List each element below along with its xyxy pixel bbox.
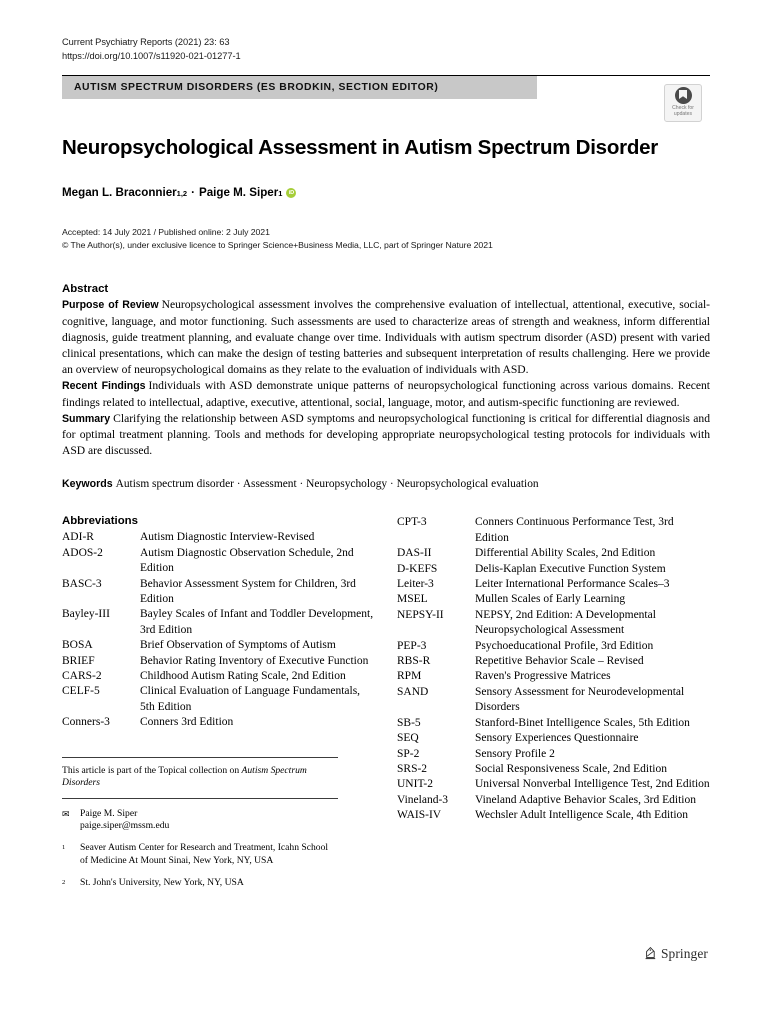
page-title: Neuropsychological Assessment in Autism Spectrum Disorder bbox=[62, 136, 658, 160]
abbreviation-definition: Childhood Autism Rating Scale, 2nd Edition bbox=[140, 670, 346, 683]
abbreviation-row bbox=[397, 515, 710, 546]
author-name-1: Megan L. Braconnier bbox=[62, 186, 177, 200]
abbreviation-term: BRIEF bbox=[62, 654, 95, 667]
abbreviation-term: Leiter-3 bbox=[397, 578, 434, 591]
abbreviation-definition: Conners Continuous Performance Test, 3rd Edition bbox=[475, 516, 674, 544]
abstract-label-purpose: Purpose of Review bbox=[62, 299, 159, 312]
abbreviation-row bbox=[397, 592, 710, 607]
abbreviation-term: MSEL bbox=[397, 593, 428, 606]
corresponding-author-email[interactable]: paige.siper@mssm.edu bbox=[80, 820, 170, 832]
abbreviation-term: SRS-2 bbox=[397, 762, 428, 775]
author-list bbox=[62, 186, 710, 199]
abbreviation-term: WAIS-IV bbox=[397, 809, 442, 822]
abbreviation-definition: Delis-Kaplan Executive Function System bbox=[475, 562, 666, 575]
abstract-recent-findings bbox=[62, 378, 710, 410]
page-content bbox=[62, 36, 710, 890]
abbreviation-term: ADI-R bbox=[62, 531, 94, 544]
keywords-line bbox=[62, 476, 710, 492]
affiliation-marker-2: 2 bbox=[62, 878, 66, 886]
abbreviation-row bbox=[397, 669, 710, 684]
abbreviation-row bbox=[397, 731, 710, 746]
abbreviation-row bbox=[62, 669, 375, 684]
abbreviations-right-column bbox=[397, 515, 710, 889]
abbreviation-term: SEQ bbox=[397, 732, 419, 745]
topical-prefix: This article is part of the Topical collection on bbox=[62, 764, 242, 776]
abbreviation-term: CPT-3 bbox=[397, 516, 427, 529]
affiliation-marker-1: 1 bbox=[62, 844, 66, 852]
abbreviation-term: ADOS-2 bbox=[62, 546, 103, 559]
envelope-icon: ✉ bbox=[62, 808, 70, 819]
abbreviation-term: UNIT-2 bbox=[397, 778, 433, 791]
abbreviations-list-right bbox=[397, 515, 710, 823]
abbreviation-term: SAND bbox=[397, 685, 429, 698]
journal-doi[interactable]: https://doi.org/10.1007/s11920-021-01277-1 bbox=[62, 50, 241, 61]
abbreviation-term: BOSA bbox=[62, 639, 93, 652]
abbreviation-row bbox=[62, 654, 375, 669]
abstract-label-findings: Recent Findings bbox=[62, 380, 146, 393]
abbreviation-term: RPM bbox=[397, 670, 422, 683]
accepted-published-line: Accepted: 14 July 2021 / Published online: 2 July 2021 bbox=[62, 227, 270, 238]
abbreviation-row bbox=[62, 715, 375, 730]
abbreviation-term: Bayley-III bbox=[62, 608, 110, 621]
journal-reference bbox=[62, 36, 710, 63]
author-separator: · bbox=[191, 186, 195, 200]
affiliation-text-1: Seaver Autism Center for Research and Treatment, Icahn School of Medicine At Mount Sinai, New York, NY, USA bbox=[80, 842, 329, 866]
abbreviation-definition: Conners 3rd Edition bbox=[140, 716, 234, 729]
topical-collection-note bbox=[62, 765, 338, 790]
abbreviation-term: Conners-3 bbox=[62, 716, 110, 729]
abbreviation-row bbox=[62, 684, 375, 715]
abbreviations-heading: Abbreviations bbox=[62, 515, 138, 528]
author-affiliation-marker-1: 1,2 bbox=[176, 189, 188, 199]
abbreviation-row bbox=[62, 530, 375, 545]
copyright-line: © The Author(s), under exclusive licence to Springer Science+Business Media, LLC, part of Springer Nature 2021 bbox=[62, 240, 493, 251]
springer-knight-icon bbox=[644, 947, 657, 961]
keywords-label: Keywords bbox=[62, 478, 113, 491]
abbreviation-definition: Social Responsiveness Scale, 2nd Edition bbox=[475, 762, 667, 775]
abbreviation-row bbox=[397, 793, 710, 808]
abbreviation-row bbox=[397, 685, 710, 716]
abbreviation-term: SP-2 bbox=[397, 747, 420, 760]
affiliation-1 bbox=[62, 842, 338, 868]
abbreviation-definition: Wechsler Adult Intelligence Scale, 4th Edition bbox=[475, 809, 689, 822]
abbreviation-definition: Stanford-Binet Intelligence Scales, 5th Edition bbox=[475, 716, 690, 729]
publication-dates bbox=[62, 226, 710, 252]
abbreviation-definition: Behavior Assessment System for Children, 3rd Edition bbox=[140, 577, 356, 606]
abstract-summary bbox=[62, 411, 710, 460]
abbreviation-row bbox=[397, 577, 710, 592]
abbreviation-row bbox=[62, 607, 375, 638]
abbreviation-term: BASC-3 bbox=[62, 577, 102, 590]
abbreviation-definition: Sensory Assessment for Neurodevelopmental Disorders bbox=[475, 685, 685, 714]
springer-wordmark: Springer bbox=[661, 946, 708, 961]
abbreviation-definition: Sensory Experiences Questionnaire bbox=[475, 732, 639, 745]
abbreviation-definition: Clinical Evaluation of Language Fundamentals, 5th Edition bbox=[140, 685, 361, 713]
abbreviation-term: DAS-II bbox=[397, 547, 432, 560]
abbreviation-term: RBS-R bbox=[397, 655, 431, 668]
abbreviation-definition: Raven's Progressive Matrices bbox=[475, 670, 611, 683]
abbreviation-definition: Autism Diagnostic Observation Schedule, 2nd Edition bbox=[140, 546, 354, 575]
section-editor-label: AUTISM SPECTRUM DISORDERS (ES BRODKIN, SECTION EDITOR) bbox=[74, 82, 439, 94]
section-editor-bar bbox=[62, 76, 537, 99]
abbreviation-definition: Bayley Scales of Infant and Toddler Development, 3rd Edition bbox=[140, 608, 374, 636]
abstract-purpose-of-review bbox=[62, 297, 710, 378]
abbreviation-definition: Vineland Adaptive Behavior Scales, 3rd Edition bbox=[475, 793, 696, 806]
abbreviation-term: CELF-5 bbox=[62, 685, 100, 698]
journal-citation: Current Psychiatry Reports (2021) 23: 63 bbox=[62, 37, 230, 47]
abbreviation-definition: Sensory Profile 2 bbox=[475, 747, 555, 760]
crossmark-label-line2: updates bbox=[673, 111, 693, 118]
abbreviations-left-column bbox=[62, 515, 375, 889]
orcid-icon[interactable] bbox=[286, 188, 296, 198]
abbreviation-term: PEP-3 bbox=[397, 639, 427, 652]
abstract-text-purpose: Neuropsychological assessment involves the comprehensive evaluation of intellectual, attentional, executive, social-cognitive, language, and motor functioning. Such assessments are used to characterize areas of strength and weakness, inform differential diagnosis, guide treatment planning, and evaluate change over time. Individuals with autism spectrum disorder (ASD) present with varied clinical presentations, which can make the design of testing batteries and subsequent interpretation of results challenging. Here we provide an overview of neuropsychological domains as they relate to the evaluation of individuals with ASD. bbox=[62, 298, 710, 377]
affiliation-2 bbox=[62, 877, 338, 890]
author-name-2: Paige M. Siper bbox=[198, 186, 279, 200]
abbreviation-row bbox=[397, 762, 710, 777]
abbreviation-definition: NEPSY, 2nd Edition: A Developmental Neuropsychological Assessment bbox=[475, 608, 656, 637]
abstract-heading: Abstract bbox=[62, 283, 109, 296]
topical-collection-name: Autism Spectrum Disorders bbox=[62, 764, 307, 789]
abbreviation-definition: Brief Observation of Symptoms of Autism bbox=[140, 639, 336, 652]
abstract-text-findings: Individuals with ASD demonstrate unique patterns of neuropsychological functioning across various domains. Recent findings related to intellectual, adaptive, executive, attentional, social, language, motor, and autism-specific functioning are reviewed. bbox=[62, 379, 710, 409]
abbreviation-term: NEPSY-II bbox=[397, 608, 444, 621]
abbreviation-term: D-KEFS bbox=[397, 562, 438, 575]
abbreviation-row bbox=[62, 638, 375, 653]
footnotes-block bbox=[62, 757, 338, 890]
abbreviation-term: Vineland-3 bbox=[397, 793, 449, 806]
abbreviation-row bbox=[397, 716, 710, 731]
abbreviation-definition: Leiter International Performance Scales–3 bbox=[475, 578, 670, 591]
abbreviation-definition: Differential Ability Scales, 2nd Edition bbox=[475, 547, 656, 560]
abbreviation-row bbox=[397, 608, 710, 639]
abbreviations-columns bbox=[62, 515, 710, 889]
abbreviation-row bbox=[397, 654, 710, 669]
abbreviation-term: SB-5 bbox=[397, 716, 421, 729]
abbreviation-definition: Mullen Scales of Early Learning bbox=[475, 593, 626, 606]
abbreviation-row bbox=[397, 777, 710, 792]
corresponding-author-block bbox=[62, 808, 338, 834]
affiliation-text-2: St. John's University, New York, NY, USA bbox=[80, 876, 244, 888]
abstract-text-summary: Clarifying the relationship between ASD symptoms and neuropsychological functioning is critical for differential diagnosis and for optimal treatment planning. Tools and methods for developing appropriate neuropsychological testing protocols for individuals with ASD are discussed. bbox=[62, 411, 710, 458]
abbreviation-row bbox=[62, 577, 375, 608]
abbreviation-row bbox=[397, 808, 710, 823]
abbreviations-list-left bbox=[62, 530, 375, 730]
abbreviation-row bbox=[62, 546, 375, 577]
abstract-label-summary: Summary bbox=[62, 412, 111, 425]
keywords-values: Autism spectrum disorder · Assessment · Neuropsychology · Neuropsychological evaluation bbox=[115, 478, 539, 491]
author-affiliation-marker-2: 1 bbox=[278, 189, 283, 199]
corresponding-author-name: Paige M. Siper bbox=[80, 807, 138, 819]
abbreviation-term: CARS-2 bbox=[62, 670, 102, 683]
abbreviation-definition: Behavior Rating Inventory of Executive Function bbox=[140, 654, 369, 667]
abbreviation-definition: Psychoeducational Profile, 3rd Edition bbox=[475, 639, 654, 652]
abbreviation-row bbox=[397, 562, 710, 577]
footnote-divider-top bbox=[62, 757, 338, 758]
springer-logo bbox=[644, 946, 708, 962]
footnote-divider-bottom bbox=[62, 798, 338, 799]
abbreviation-definition: Universal Nonverbal Intelligence Test, 2nd Edition bbox=[475, 778, 710, 791]
abbreviation-definition: Autism Diagnostic Interview-Revised bbox=[140, 531, 315, 544]
abbreviation-definition: Repetitive Behavior Scale – Revised bbox=[475, 655, 644, 668]
abbreviation-row bbox=[397, 546, 710, 561]
crossmark-label-line1: Check for bbox=[672, 105, 694, 111]
abbreviation-row bbox=[397, 747, 710, 762]
abbreviation-row bbox=[397, 639, 710, 654]
